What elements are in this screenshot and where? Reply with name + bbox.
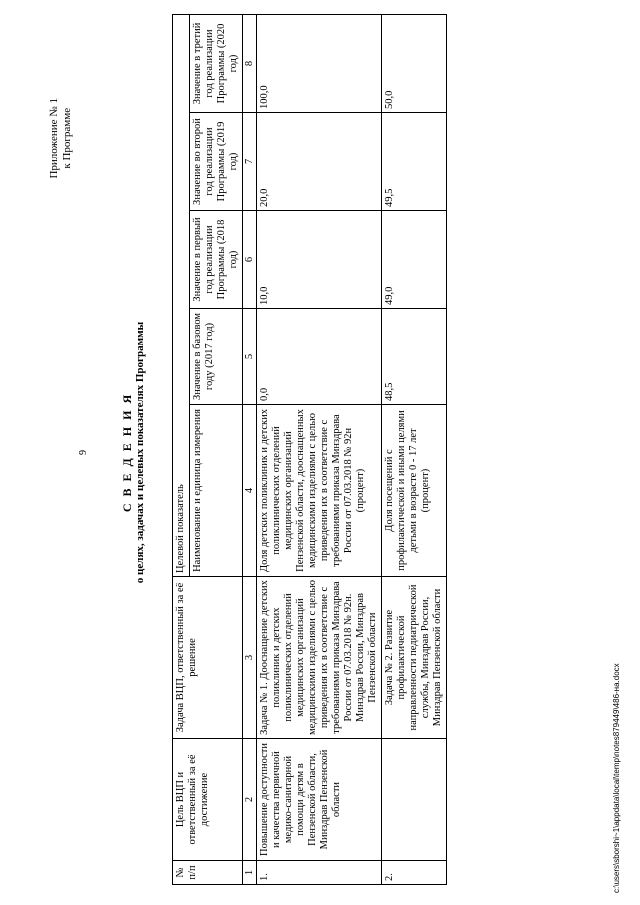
row-base: 48,5: [382, 309, 447, 405]
row-y3: 100,0: [257, 14, 382, 112]
row-goal: Повышение доступности и качества первичной медико-санитарной помощи детям в Пензенской области, Минздрав Пензенской области: [257, 739, 382, 861]
col-number: 4: [243, 405, 257, 577]
col-number: 8: [243, 14, 257, 112]
row-task: Задача № 2. Развитие профилактической направленности педиатрической службы, Минздрав России, Минздрав Пензенской области: [382, 577, 447, 739]
row-indicator: Доля детских поликлиник и детских поликлинических отделений медицинских организаций Пензенской области, дооснащенных медицинскими изделиями с целью приведения их в соответствие с требованиями приказа Минздрава России от 07.03.2018 № 92н (процент): [257, 405, 382, 577]
table-row: [257, 14, 382, 884]
row-y2: 20,0: [257, 113, 382, 211]
col-number: 6: [243, 211, 257, 309]
row-y3: 50,0: [382, 14, 447, 112]
row-num: 1.: [257, 861, 382, 885]
header-base: Значение в базовом году (2017 год): [190, 309, 243, 405]
goals-table: [172, 14, 447, 885]
row-goal: [382, 739, 447, 861]
header-row: [173, 14, 190, 884]
row-y1: 49,0: [382, 211, 447, 309]
header-y2: Значение во второй год реализации Программы (2019 год): [190, 113, 243, 211]
file-path-footer: c:\users\sborshi~1\appdata\local\temp\notes879449\486-на.docx: [612, 663, 621, 893]
header-indicator: Наименование и единица измерения: [190, 405, 243, 577]
row-indicator: Доля посещений с профилактической и иными целями детьми в возрасте 0 - 17 лет (процент): [382, 405, 447, 577]
col-number: 2: [243, 739, 257, 861]
table-row: [382, 14, 447, 884]
document-title: С В Е Д Е Н И Я: [120, 392, 134, 513]
row-y2: 49,5: [382, 113, 447, 211]
col-number: 7: [243, 113, 257, 211]
row-base: 0,0: [257, 309, 382, 405]
appendix-line-1: Приложение № 1: [48, 98, 60, 179]
header-goal: Цель ВЦП и ответственный за её достижение: [173, 739, 243, 861]
header-target: Целевой показатель: [173, 14, 190, 576]
col-number: 5: [243, 309, 257, 405]
header-y1: Значение в первый год реализации Программы (2018 год): [190, 211, 243, 309]
row-y1: 10,0: [257, 211, 382, 309]
col-number: 3: [243, 577, 257, 739]
page-number: 9: [78, 450, 89, 455]
header-num: № п/п: [173, 861, 243, 885]
appendix-line-2: к Программе: [61, 107, 73, 169]
header-y3: Значение в третий год реализации Программы (2020 год): [190, 14, 243, 112]
column-number-row: [243, 14, 257, 884]
document-subtitle: о целях, задачах и целевых показателях Программы: [134, 321, 146, 584]
header-task: Задача ВЦП, ответственный за её решение: [173, 577, 243, 739]
row-num: 2.: [382, 861, 447, 885]
row-task: Задача № 1. Дооснащение детских поликлиник и детских поликлинических отделений медицинских организаций медицинскими изделиями с целью приведения их в соответствие с требованиями приказа Минздрава России от 07.03.2018 № 92н. Минздрав России, Минздрав Пензенской области: [257, 577, 382, 739]
col-number: 1: [243, 861, 257, 885]
appendix-note: [48, 98, 74, 179]
